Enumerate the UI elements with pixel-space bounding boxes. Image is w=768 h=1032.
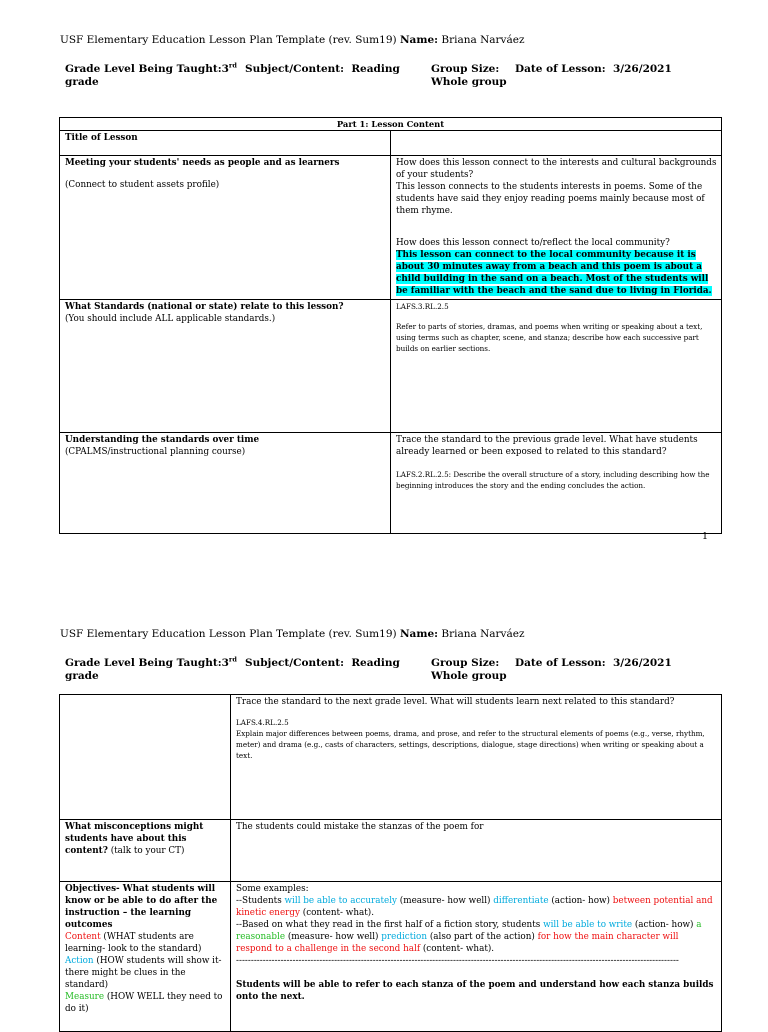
standard-code: LAFS.3.RL.2.5 (396, 302, 449, 311)
interests-answer: This lesson connects to the students interests in poems. Some of the students have said they enjoy reading poems mainly because most of them rhyme. (396, 182, 705, 216)
objective-statement: Students will be able to refer to each stanza of the poem and understand how each stanza builds onto the next. (236, 980, 714, 1002)
objectives-label-cell (60, 882, 231, 1032)
meeting-needs-label: Meeting your students' needs as people and as learners (65, 158, 340, 168)
understanding-row (60, 433, 722, 534)
author-name-2: Briana Narváez (441, 628, 525, 640)
community-question: How does this lesson connect to/reflect the local community? (396, 238, 670, 248)
interests-question: How does this lesson connect to the interests and cultural backgrounds of your students? (396, 158, 717, 180)
standards-sublabel: (You should include ALL applicable standards.) (65, 314, 276, 324)
meeting-needs-row (60, 156, 722, 300)
next-grade-row (60, 695, 722, 820)
objectives-row (60, 882, 722, 1032)
standards-label-cell (60, 300, 391, 433)
next-grade-code: LAFS.4.RL.2.5 (236, 718, 289, 727)
understanding-label: Understanding the standards over time (65, 435, 260, 445)
previous-grade-standard: LAFS.2.RL.2.5: Describe the overall structure of a story, including describing how the beginning introduces the story and the ending concludes the action. (396, 470, 710, 490)
misconceptions-row (60, 820, 722, 882)
template-title: USF Elementary Education Lesson Plan Template (rev. Sum19) (60, 34, 397, 46)
standard-text: Refer to parts of stories, dramas, and poems when writing or speaking about a text, using terms such as chapter, scene, and stanza; describe how each successive part builds on earlier sections. (396, 322, 703, 353)
template-header (60, 34, 524, 46)
standards-label: What Standards (national or state) relate to this lesson? (65, 302, 344, 312)
next-grade-text: Explain major differences between poems, drama, and prose, and refer to the structural elements of poems (e.g., verse, rhythm, meter) and drama (e.g., casts of characters, settings, descriptions, dialogue, stage directions) when writing or speaking about a text. (236, 729, 705, 760)
author-name: Briana Narváez (441, 34, 525, 46)
template-header-2 (60, 628, 524, 640)
grade-level: Grade Level Being Taught:3rd grade (65, 61, 237, 88)
community-answer-highlighted: This lesson can connect to the local community because it is about 30 minutes away from a beach and this poem is about a child building in the sand on a beach. Most of the students will be familiar with the beach and the sand due to living in Florida. (396, 250, 712, 296)
group-size: Group Size: Whole group (431, 63, 507, 88)
standards-content[interactable] (391, 300, 722, 433)
understanding-content[interactable] (391, 433, 722, 534)
name-label-2: Name: (399, 628, 439, 640)
example-2: --Based on what they read in the first half of a fiction story, students will be able to write (action- how) a reasonable (measure- how well) prediction (also part of the action) for how the main character will respond to a challenge in the second half (content- what). (236, 920, 702, 954)
objectives-divider: ----------------------------------------------------------------------------------------------------------------------------------------------------- (236, 956, 679, 966)
lesson-date-2: Date of Lesson: 3/26/2021 (515, 657, 672, 669)
title-of-lesson-label: Title of Lesson (60, 131, 391, 156)
previous-grade-prompt: Trace the standard to the previous grade level. What have students already learned or been exposed to related to this standard? (396, 435, 698, 457)
examples-label: Some examples: (236, 884, 309, 894)
name-label: Name: (399, 34, 439, 46)
example-1: --Students will be able to accurately (measure- how well) differentiate (action- how) between potential and kinetic energy (content- what). (236, 896, 713, 918)
page-number: 1 (702, 531, 709, 542)
objectives-label: Objectives- What students will know or be able to do after the instruction – the learning outcomes (65, 884, 218, 930)
standards-row (60, 300, 722, 433)
meeting-needs-label-cell (60, 156, 391, 300)
understanding-label-cell (60, 433, 391, 534)
meeting-needs-sublabel: (Connect to student assets profile) (65, 180, 220, 190)
grade-level-2: Grade Level Being Taught:3rd grade (65, 655, 237, 682)
next-grade-prompt: Trace the standard to the next grade level. What will students learn next related to this standard? (236, 697, 675, 707)
next-grade-content[interactable] (231, 695, 722, 820)
objective-content-key: Content (WHAT students are learning- look to the standard) (65, 932, 202, 954)
title-of-lesson-content[interactable] (391, 131, 722, 156)
template-title-2: USF Elementary Education Lesson Plan Template (rev. Sum19) (60, 628, 397, 640)
objective-action-key: Action (HOW students will show it- there might be clues in the standard) (65, 956, 222, 990)
objectives-content[interactable] (231, 882, 722, 1032)
lesson-content-table (59, 117, 722, 534)
part-header-row (60, 118, 722, 131)
subject-content: Subject/Content: Reading (245, 63, 400, 75)
misconceptions-content[interactable] (231, 820, 722, 882)
misconceptions-label-cell: What misconceptions might students have about this content? (talk to your CT) (60, 820, 231, 882)
title-of-lesson-row (60, 131, 722, 156)
subject-content-2: Subject/Content: Reading (245, 657, 400, 669)
understanding-sublabel: (CPALMS/instructional planning course) (65, 447, 246, 457)
meeting-needs-content[interactable] (391, 156, 722, 300)
misconceptions-label: What misconceptions might students have about this (65, 822, 204, 844)
next-grade-label-cell (60, 695, 231, 820)
lesson-date: Date of Lesson: 3/26/2021 (515, 63, 672, 75)
misconceptions-text: The students could mistake the stanzas of the poem for (236, 822, 484, 832)
document-page-2 (0, 575, 768, 1024)
lesson-content-table-2 (59, 694, 722, 1032)
part-1-header: Part 1: Lesson Content (60, 118, 722, 131)
group-size-2: Group Size: Whole group (431, 657, 507, 682)
objective-measure-key: Measure (HOW WELL they need to do it) (65, 992, 223, 1014)
